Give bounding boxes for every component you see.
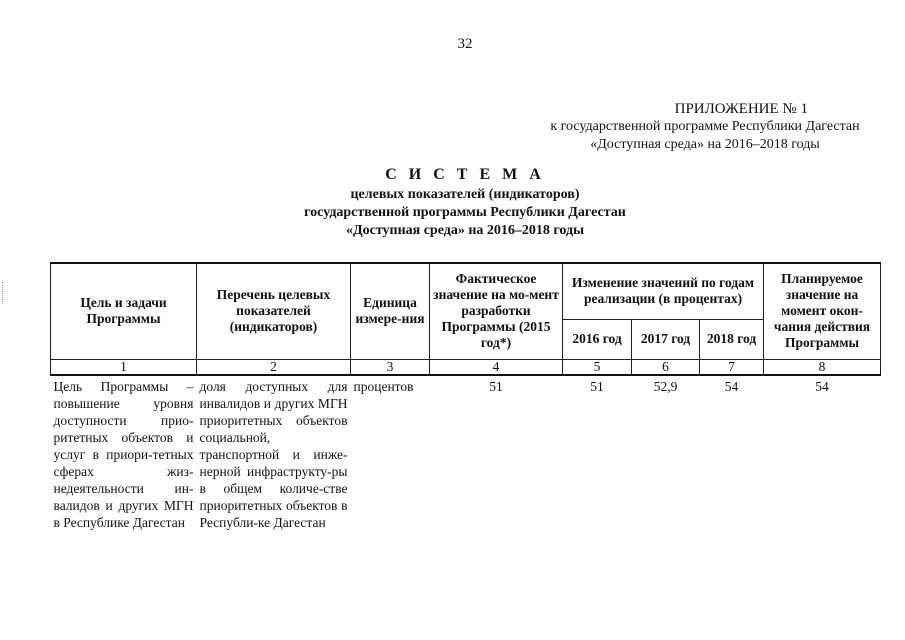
title-line-2: целевых показателей (индикаторов): [350, 187, 580, 202]
title-system: С И С Т Е М А: [385, 166, 545, 183]
header-change: Изменение значений по годам реализации (в процентах): [563, 263, 764, 319]
appendix-header: [530, 100, 880, 154]
header-goal: Цель и задачи Программы: [51, 263, 197, 359]
header-2018: 2018 год: [700, 319, 764, 359]
header-planned: Планируемое значение на момент окон-чания действия Программы: [764, 263, 881, 359]
column-number: 7: [700, 359, 764, 375]
table-row: [51, 375, 881, 533]
column-number: 5: [563, 359, 632, 375]
column-number: 1: [51, 359, 197, 375]
title-line-4: «Доступная среда» на 2016–2018 годы: [345, 223, 585, 238]
cell-planned: 54: [815, 378, 829, 394]
column-number: 3: [351, 359, 430, 375]
column-number-row: [51, 359, 881, 375]
appendix-title: ПРИЛОЖЕНИЕ № 1: [674, 101, 808, 117]
cell-actual: 51: [489, 378, 503, 394]
header-unit: Единица измере-ния: [351, 263, 430, 359]
appendix-subtitle: к государственной программе Республики Дагестан: [550, 119, 860, 134]
column-number: 4: [430, 359, 563, 375]
column-number: 2: [197, 359, 351, 375]
header-2017: 2017 год: [632, 319, 700, 359]
appendix-program: «Доступная среда» на 2016–2018 годы: [590, 137, 820, 152]
header-actual: Фактическое значение на мо-мент разработки Программы (2015 год*): [430, 263, 563, 359]
header-2016: 2016 год: [563, 319, 632, 359]
column-number: 6: [632, 359, 700, 375]
cell-2017: 52,9: [653, 378, 678, 394]
cell-unit: процентов: [353, 378, 414, 394]
title-line-3: государственной программы Республики Дагестан: [304, 205, 626, 220]
page-number: 32: [457, 36, 473, 52]
header-indicators: Перечень целевых показателей (индикаторов): [197, 263, 351, 359]
indicators-table: [50, 262, 881, 533]
cell-2018: 54: [724, 378, 739, 394]
cell-2016: 51: [590, 378, 604, 394]
margin-mark: [2, 282, 9, 304]
cell-indicator: доля доступных для инвалидов и других МГН приоритетных объектов социальной, транспортной и инже-нерной инфраструкту-ры в общем количе-стве приоритетных объектов в Республи-ке Дагестан: [199, 378, 348, 530]
column-number: 8: [764, 359, 881, 375]
cell-goal: Цель Программы – повышение уровня доступности прио-ритетных объектов и услуг в приори-тетных сферах жиз-недеятельности ин-валидов и других МГН в Республике Дагестан: [53, 378, 194, 530]
document-title: [0, 166, 905, 240]
